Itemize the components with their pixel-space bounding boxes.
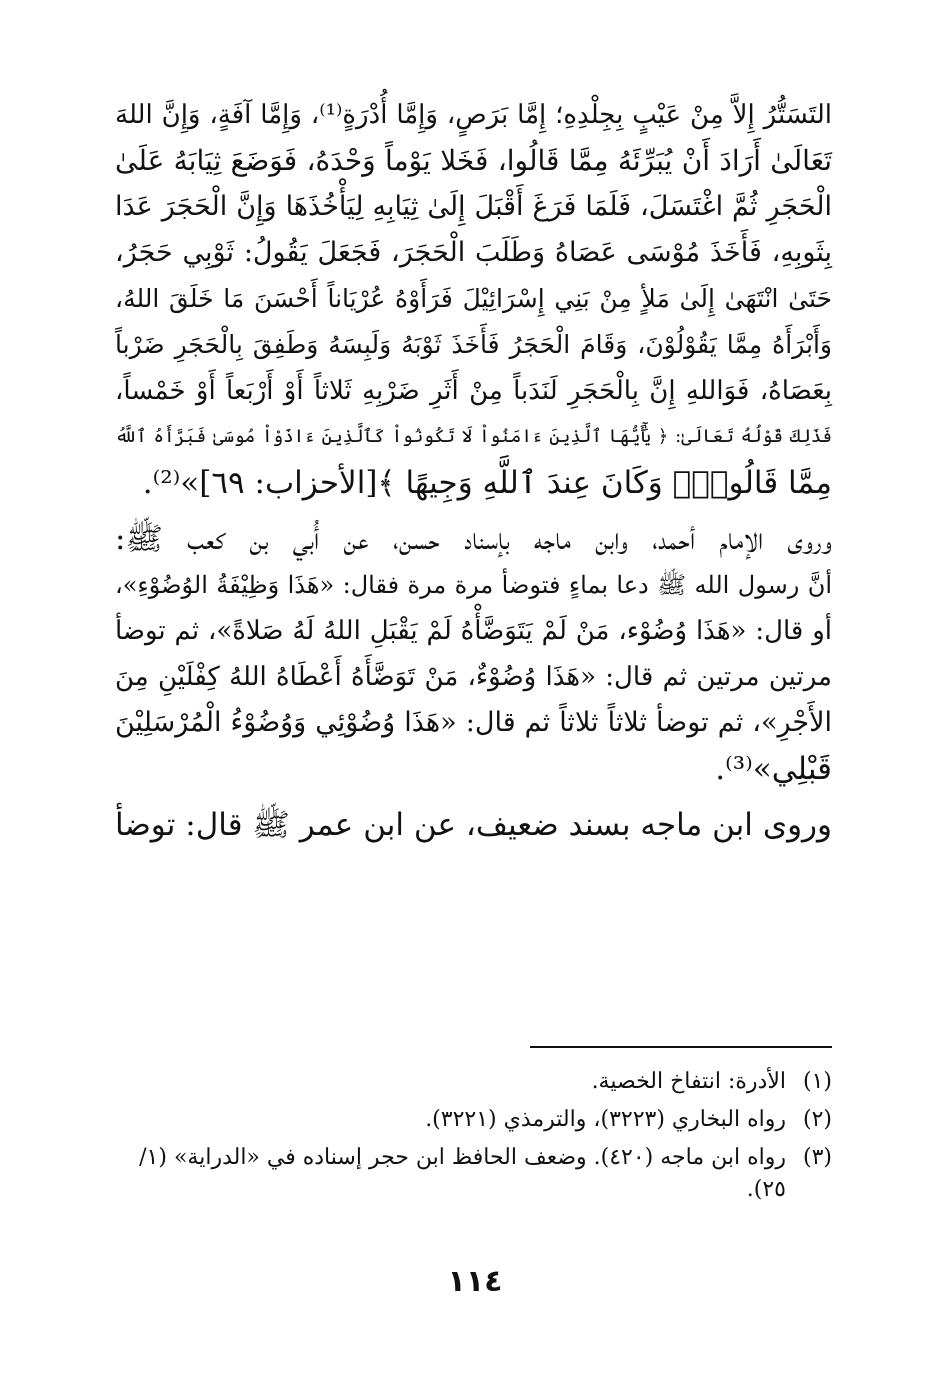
quran-verse-line: مِمَّا قَالُواْۚ وَكَانَ عِندَ ٱللَّهِ وَجِيهًا ﴾[الأحزاب: ٦٩]»⁽²⁾.: [142, 465, 832, 501]
footnote-3: [115, 1142, 832, 1206]
footnote-number: (٢): [802, 1107, 832, 1132]
footnote-number: (١): [802, 1069, 832, 1094]
paragraph-1: [115, 92, 832, 506]
footnote-2: [115, 1104, 832, 1136]
text-line: بِثَوبِهِ، فَأَخَذَ مُوْسَى عَصَاهُ وَطَلَبَ الْحَجَرَ، فَجَعَلَ يَقُولُ: ثَوْبِي حَجَرُ،: [115, 237, 832, 268]
text-line: أو قال: «هَذَا وُضُوْء، مَنْ لَمْ يَتَوَضَّأْهُ لَمْ يَقْبَلِ اللهُ لَهُ صَلاةً»، ثم توضأ: [115, 616, 832, 646]
text-line: وروى الإمام أحمد، وابن ماجه بإسناد حسن، عن أُبي بن كعب ﷺ:: [115, 521, 832, 557]
text-line: وروى ابن ماجه بسند ضعيف، عن ابن عمر ﷺ قال: توضأ: [115, 807, 832, 843]
paragraph-3: [115, 802, 832, 848]
text-line: بِعَصَاهُ، فَوَاللهِ إِنَّ بِالْحَجَرِ لَنَدَباً مِنْ أَثَرِ ضَرْبِهِ ثَلاثاً أَوْ أَرْبَعاً أَوْ خَمْساً،: [115, 376, 832, 406]
footnote-text: رواه البخاري (٣٢٢٣)، والترمذي (٣٢٢١).: [425, 1107, 786, 1132]
text-line: الْحَجَرِ ثُمَّ اغْتَسَلَ، فَلَمَا فَرَغَ أَقْبَلَ إِلَىٰ ثِيَابِهِ لِيَأْخُذَهَا وَإِنَّ الْحَجَرَ عَدَا: [115, 191, 832, 222]
footnote-1: [115, 1066, 832, 1098]
text-line: تَعَالَىٰ أَرَادَ أَنْ يُبَرِّئَهُ مِمَّا قَالُوا، فَخَلا يَوْماً وَحْدَهُ، فَوَضَعَ ثِيَابَهُ عَلَىٰ: [115, 144, 832, 177]
text-line: مرتين مرتين ثم قال: «هَذَا وُضُوْءٌ، مَنْ تَوَضَّأَهُ أَعْطَاهُ اللهُ كِفْلَيْنِ مِنَ: [115, 662, 832, 692]
paragraph-2: [115, 516, 832, 792]
footnotes: [115, 1066, 832, 1212]
text-line: أنَّ رسول الله ﷺ دعا بماءٍ فتوضأ مرة مرة فقال: «هَذَا وَظِيْفَةُ الوُضُوْءِ»،: [115, 571, 832, 599]
paragraph-gap: [115, 792, 832, 802]
quran-verse-line: فَذَلِكَ قَوْلُهُ تَعَالَىٰ: ﴿ يَٰٓأَيُّهَا ٱلَّذِينَ ءَامَنُواْ لَا تَكُونُواْ كَٱلَّذِينَ ءَاذَوْاْ مُوسَىٰ فَبَرَّأَهُ ٱللَّهُ: [115, 426, 832, 447]
text-line: الأَجْرِ»، ثم توضأ ثلاثاً ثلاثاً ثم قال: «هَذَا وُضُوْئِي وَوُضُوْءُ الْمُرْسَلِيْنَ: [115, 707, 832, 738]
main-text: [115, 92, 832, 848]
footnote-separator: [530, 1046, 832, 1048]
text-line: قَبْلِي»⁽³⁾.: [715, 751, 832, 787]
text-line: التَسَتُّرُ إِلاَّ مِنْ عَيْبٍ بِجِلْدِهِ؛ إِمَّا بَرَصٍ، وَإِمَّا أُدْرَةٍ⁽¹⁾، وَإِمَّا آفَةٍ، وَإِنَّ اللهَ: [115, 100, 833, 130]
footnote-text: الأدرة: انتفاخ الخصية.: [591, 1069, 786, 1094]
page-number: ١١٤: [447, 1264, 503, 1299]
footnote-number: (٣): [802, 1145, 832, 1170]
footnote-text: رواه ابن ماجه (٤٢٠). وضعف الحافظ ابن حجر إسناده في «الدراية» (١/ ٢٥).: [139, 1145, 786, 1202]
text-line: حَتَىٰ انْتَهَىٰ إِلَىٰ مَلأٍ مِنْ بَنِي إِسْرَائِيْلَ فَرَأَوْهُ عُرْيَاناً أَحْسَنَ مَا خَلَقَ اللهُ،: [115, 284, 832, 313]
paragraph-gap: [115, 506, 832, 516]
text-line: وَأَبْرَأَهُ مِمَّا يَقُوْلُوْنَ، وَقَامَ الْحَجَرُ فَأَخَذَ ثَوْبَهُ وَلَبِسَهُ وَطَفِقَ بِالْحَجَرِ ضَرْباً: [115, 330, 832, 359]
